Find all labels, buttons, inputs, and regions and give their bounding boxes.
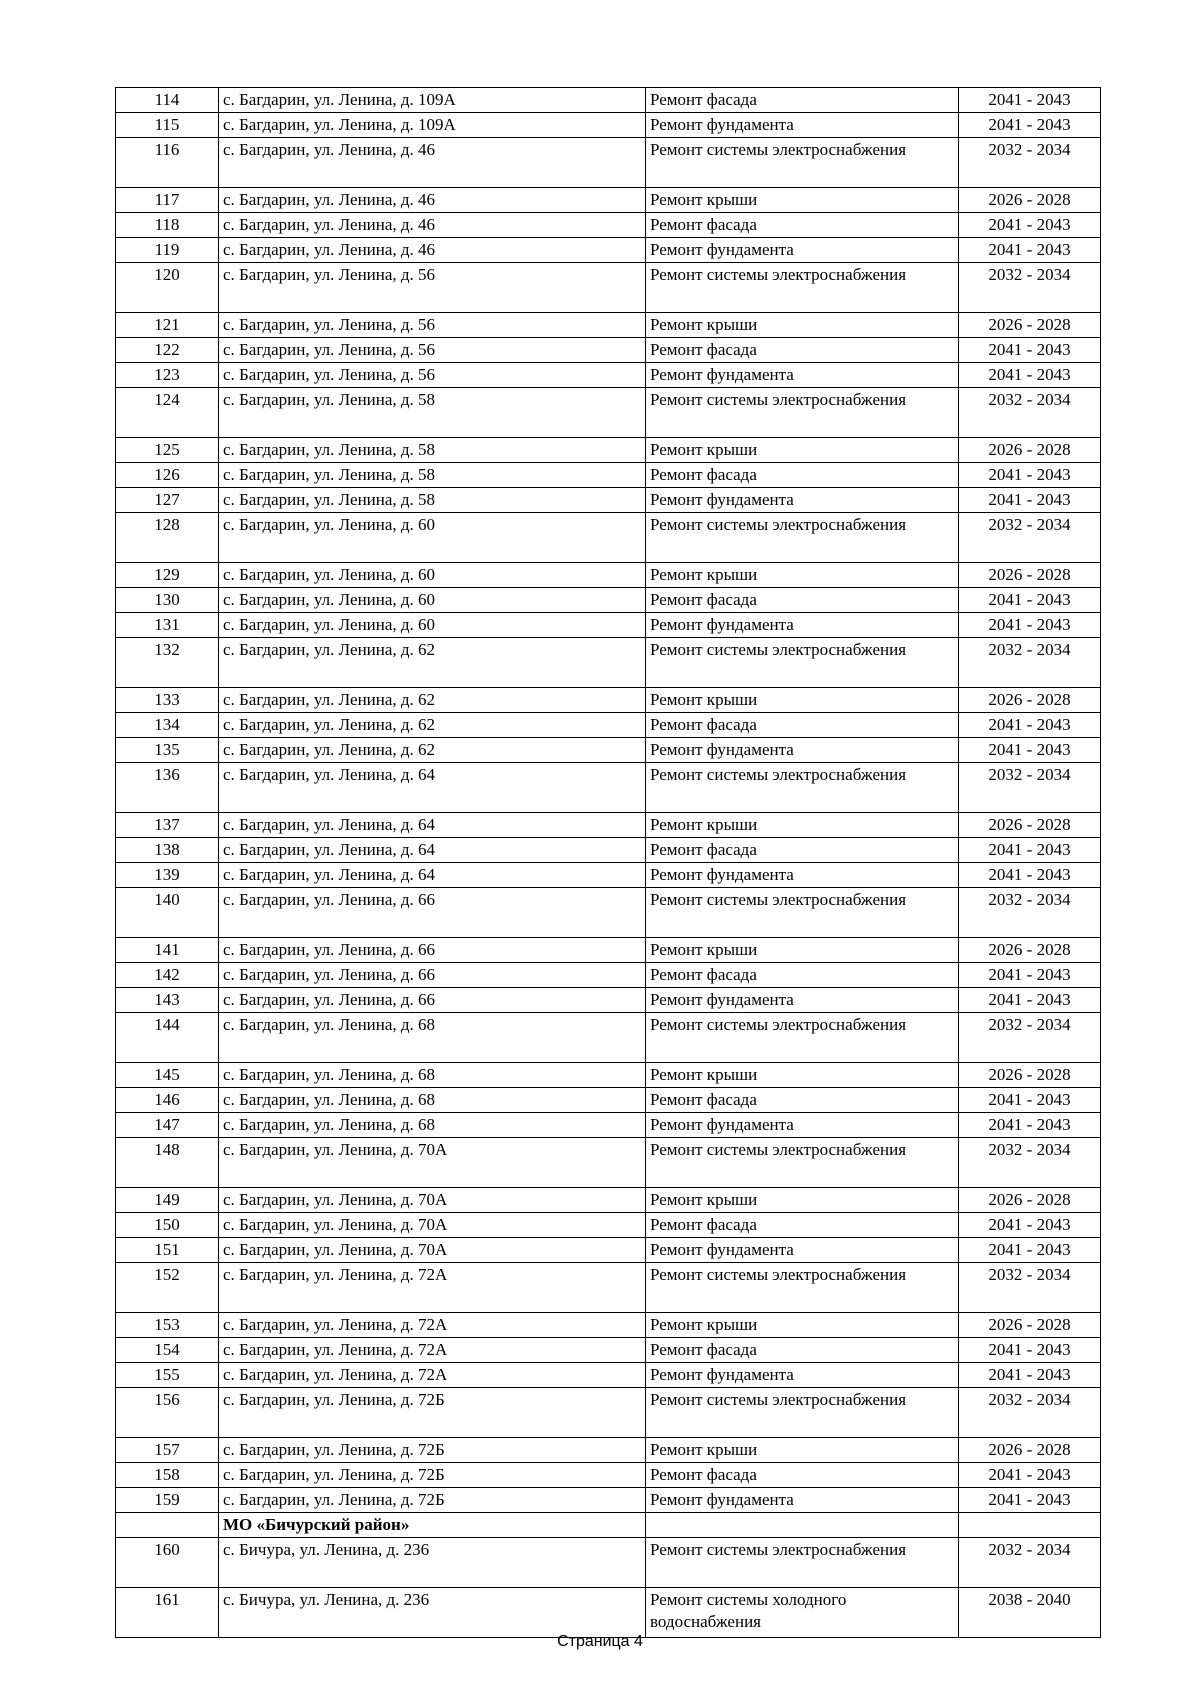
table-row: [116, 88, 1101, 113]
row-number-cell: 137: [116, 813, 219, 838]
row-number-cell: 123: [116, 363, 219, 388]
table-row: [116, 563, 1101, 588]
work-type-cell: Ремонт фундамента: [646, 738, 959, 763]
work-type-cell: Ремонт фасада: [646, 713, 959, 738]
address-cell: с. Багдарин, ул. Ленина, д. 62: [219, 688, 646, 713]
row-number-cell: 151: [116, 1238, 219, 1263]
table-row: [116, 1188, 1101, 1213]
period-cell: 2026 - 2028: [959, 1188, 1101, 1213]
table-row: [116, 1213, 1101, 1238]
row-number-cell: 150: [116, 1213, 219, 1238]
row-number-cell: 133: [116, 688, 219, 713]
address-cell: с. Багдарин, ул. Ленина, д. 46: [219, 138, 646, 188]
table-row: [116, 388, 1101, 438]
period-cell: 2032 - 2034: [959, 1138, 1101, 1188]
work-type-cell: Ремонт крыши: [646, 688, 959, 713]
address-cell: с. Багдарин, ул. Ленина, д. 72А: [219, 1338, 646, 1363]
table-row: [116, 1088, 1101, 1113]
period-cell: 2041 - 2043: [959, 988, 1101, 1013]
period-cell: 2026 - 2028: [959, 1438, 1101, 1463]
address-cell: с. Багдарин, ул. Ленина, д. 56: [219, 338, 646, 363]
work-type-cell: Ремонт фундамента: [646, 488, 959, 513]
section-title: МО «Бичурский район»: [219, 1513, 646, 1538]
work-type-cell: Ремонт крыши: [646, 813, 959, 838]
table-row: [116, 1113, 1101, 1138]
period-cell: [959, 1513, 1101, 1538]
address-cell: с. Багдарин, ул. Ленина, д. 66: [219, 938, 646, 963]
address-cell: с. Багдарин, ул. Ленина, д. 70А: [219, 1213, 646, 1238]
table-row: [116, 888, 1101, 938]
row-number-cell: 148: [116, 1138, 219, 1188]
row-number-cell: 130: [116, 588, 219, 613]
row-number-cell: 159: [116, 1488, 219, 1513]
work-type-cell: Ремонт системы электроснабжения: [646, 888, 959, 938]
table-row: [116, 1488, 1101, 1513]
period-cell: 2032 - 2034: [959, 638, 1101, 688]
table-row: [116, 438, 1101, 463]
address-cell: с. Багдарин, ул. Ленина, д. 62: [219, 713, 646, 738]
work-type-cell: Ремонт крыши: [646, 1063, 959, 1088]
table-row: [116, 1388, 1101, 1438]
table-row: [116, 338, 1101, 363]
table-row: [116, 1438, 1101, 1463]
period-cell: 2041 - 2043: [959, 713, 1101, 738]
work-type-cell: Ремонт фундамента: [646, 863, 959, 888]
row-number-cell: 122: [116, 338, 219, 363]
row-number-cell: [116, 1513, 219, 1538]
row-number-cell: 158: [116, 1463, 219, 1488]
row-number-cell: 120: [116, 263, 219, 313]
work-type-cell: Ремонт системы электроснабжения: [646, 1538, 959, 1588]
work-type-cell: Ремонт крыши: [646, 313, 959, 338]
period-cell: 2041 - 2043: [959, 338, 1101, 363]
repair-schedule-table: [115, 87, 1101, 1638]
row-number-cell: 147: [116, 1113, 219, 1138]
work-type-cell: [646, 1513, 959, 1538]
address-cell: с. Багдарин, ул. Ленина, д. 109А: [219, 88, 646, 113]
period-cell: 2026 - 2028: [959, 688, 1101, 713]
row-number-cell: 143: [116, 988, 219, 1013]
table-row: [116, 188, 1101, 213]
address-cell: с. Багдарин, ул. Ленина, д. 68: [219, 1088, 646, 1113]
period-cell: 2026 - 2028: [959, 813, 1101, 838]
address-cell: с. Багдарин, ул. Ленина, д. 70А: [219, 1238, 646, 1263]
work-type-cell: Ремонт системы электроснабжения: [646, 388, 959, 438]
table-row: [116, 988, 1101, 1013]
period-cell: 2041 - 2043: [959, 1088, 1101, 1113]
work-type-cell: Ремонт фундамента: [646, 113, 959, 138]
address-cell: с. Багдарин, ул. Ленина, д. 66: [219, 988, 646, 1013]
period-cell: 2041 - 2043: [959, 88, 1101, 113]
address-cell: с. Багдарин, ул. Ленина, д. 56: [219, 363, 646, 388]
work-type-cell: Ремонт фасада: [646, 88, 959, 113]
row-number-cell: 119: [116, 238, 219, 263]
work-type-cell: Ремонт фундамента: [646, 1488, 959, 1513]
table-row: [116, 1013, 1101, 1063]
period-cell: 2032 - 2034: [959, 388, 1101, 438]
section-header-row: [116, 1513, 1101, 1538]
work-type-cell: Ремонт фундамента: [646, 363, 959, 388]
address-cell: с. Багдарин, ул. Ленина, д. 72Б: [219, 1488, 646, 1513]
period-cell: 2032 - 2034: [959, 888, 1101, 938]
row-number-cell: 132: [116, 638, 219, 688]
address-cell: с. Багдарин, ул. Ленина, д. 72Б: [219, 1463, 646, 1488]
row-number-cell: 146: [116, 1088, 219, 1113]
work-type-cell: Ремонт системы электроснабжения: [646, 138, 959, 188]
work-type-cell: Ремонт фасада: [646, 1338, 959, 1363]
address-cell: с. Багдарин, ул. Ленина, д. 70А: [219, 1188, 646, 1213]
work-type-cell: Ремонт фасада: [646, 1213, 959, 1238]
page-number: Страница 4: [557, 1633, 643, 1650]
period-cell: 2032 - 2034: [959, 1013, 1101, 1063]
work-type-cell: Ремонт системы электроснабжения: [646, 1013, 959, 1063]
address-cell: с. Багдарин, ул. Ленина, д. 60: [219, 588, 646, 613]
table-row: [116, 1363, 1101, 1388]
work-type-cell: Ремонт системы электроснабжения: [646, 263, 959, 313]
work-type-cell: Ремонт фасада: [646, 838, 959, 863]
address-cell: с. Багдарин, ул. Ленина, д. 56: [219, 313, 646, 338]
address-cell: с. Багдарин, ул. Ленина, д. 66: [219, 963, 646, 988]
period-cell: 2041 - 2043: [959, 1213, 1101, 1238]
row-number-cell: 160: [116, 1538, 219, 1588]
address-cell: с. Багдарин, ул. Ленина, д. 72А: [219, 1363, 646, 1388]
address-cell: с. Багдарин, ул. Ленина, д. 68: [219, 1013, 646, 1063]
row-number-cell: 128: [116, 513, 219, 563]
table-row: [116, 638, 1101, 688]
table-row: [116, 738, 1101, 763]
row-number-cell: 142: [116, 963, 219, 988]
period-cell: 2041 - 2043: [959, 463, 1101, 488]
period-cell: 2041 - 2043: [959, 963, 1101, 988]
table-row: [116, 138, 1101, 188]
row-number-cell: 140: [116, 888, 219, 938]
row-number-cell: 121: [116, 313, 219, 338]
table-row: [116, 1463, 1101, 1488]
address-cell: с. Багдарин, ул. Ленина, д. 66: [219, 888, 646, 938]
period-cell: 2032 - 2034: [959, 1388, 1101, 1438]
period-cell: 2041 - 2043: [959, 363, 1101, 388]
work-type-cell: Ремонт фундамента: [646, 1113, 959, 1138]
period-cell: 2032 - 2034: [959, 1538, 1101, 1588]
table-row: [116, 763, 1101, 813]
row-number-cell: 145: [116, 1063, 219, 1088]
row-number-cell: 139: [116, 863, 219, 888]
work-type-cell: Ремонт фундамента: [646, 238, 959, 263]
row-number-cell: 156: [116, 1388, 219, 1438]
table-row: [116, 513, 1101, 563]
address-cell: с. Багдарин, ул. Ленина, д. 64: [219, 863, 646, 888]
work-type-cell: Ремонт фасада: [646, 213, 959, 238]
period-cell: 2041 - 2043: [959, 1463, 1101, 1488]
table-body: [116, 88, 1101, 1638]
table-row: [116, 1238, 1101, 1263]
table-row: [116, 1588, 1101, 1638]
address-cell: с. Багдарин, ул. Ленина, д. 109А: [219, 113, 646, 138]
row-number-cell: 136: [116, 763, 219, 813]
work-type-cell: Ремонт крыши: [646, 563, 959, 588]
period-cell: 2026 - 2028: [959, 563, 1101, 588]
table-row: [116, 813, 1101, 838]
period-cell: 2041 - 2043: [959, 213, 1101, 238]
period-cell: 2026 - 2028: [959, 938, 1101, 963]
period-cell: 2041 - 2043: [959, 488, 1101, 513]
period-cell: 2026 - 2028: [959, 188, 1101, 213]
table-row: [116, 713, 1101, 738]
row-number-cell: 161: [116, 1588, 219, 1638]
table-row: [116, 963, 1101, 988]
address-cell: с. Багдарин, ул. Ленина, д. 62: [219, 638, 646, 688]
work-type-cell: Ремонт крыши: [646, 188, 959, 213]
period-cell: 2038 - 2040: [959, 1588, 1101, 1638]
row-number-cell: 129: [116, 563, 219, 588]
work-type-cell: Ремонт фундамента: [646, 613, 959, 638]
period-cell: 2041 - 2043: [959, 1238, 1101, 1263]
table-row: [116, 1063, 1101, 1088]
address-cell: с. Багдарин, ул. Ленина, д. 64: [219, 813, 646, 838]
work-type-cell: Ремонт системы электроснабжения: [646, 638, 959, 688]
table-row: [116, 838, 1101, 863]
work-type-cell: Ремонт крыши: [646, 1313, 959, 1338]
row-number-cell: 124: [116, 388, 219, 438]
table-row: [116, 863, 1101, 888]
table-row: [116, 113, 1101, 138]
table-row: [116, 263, 1101, 313]
address-cell: с. Багдарин, ул. Ленина, д. 60: [219, 563, 646, 588]
address-cell: с. Багдарин, ул. Ленина, д. 72А: [219, 1263, 646, 1313]
table-row: [116, 363, 1101, 388]
work-type-cell: Ремонт системы электроснабжения: [646, 1263, 959, 1313]
row-number-cell: 117: [116, 188, 219, 213]
row-number-cell: 154: [116, 1338, 219, 1363]
period-cell: 2026 - 2028: [959, 1063, 1101, 1088]
work-type-cell: Ремонт крыши: [646, 1188, 959, 1213]
period-cell: 2041 - 2043: [959, 838, 1101, 863]
row-number-cell: 115: [116, 113, 219, 138]
work-type-cell: Ремонт фасада: [646, 1088, 959, 1113]
address-cell: с. Багдарин, ул. Ленина, д. 46: [219, 238, 646, 263]
work-type-cell: Ремонт фасада: [646, 1463, 959, 1488]
work-type-cell: Ремонт системы электроснабжения: [646, 1138, 959, 1188]
row-number-cell: 114: [116, 88, 219, 113]
period-cell: 2026 - 2028: [959, 1313, 1101, 1338]
row-number-cell: 127: [116, 488, 219, 513]
address-cell: с. Багдарин, ул. Ленина, д. 70А: [219, 1138, 646, 1188]
address-cell: с. Багдарин, ул. Ленина, д. 58: [219, 488, 646, 513]
table-row: [116, 613, 1101, 638]
address-cell: с. Багдарин, ул. Ленина, д. 58: [219, 463, 646, 488]
table-row: [116, 1313, 1101, 1338]
table-row: [116, 313, 1101, 338]
table-row: [116, 688, 1101, 713]
period-cell: 2041 - 2043: [959, 1488, 1101, 1513]
table-row: [116, 1138, 1101, 1188]
row-number-cell: 138: [116, 838, 219, 863]
work-type-cell: Ремонт крыши: [646, 438, 959, 463]
address-cell: с. Багдарин, ул. Ленина, д. 58: [219, 438, 646, 463]
table-row: [116, 1338, 1101, 1363]
period-cell: 2041 - 2043: [959, 1363, 1101, 1388]
table-row: [116, 588, 1101, 613]
work-type-cell: Ремонт крыши: [646, 1438, 959, 1463]
work-type-cell: Ремонт фасада: [646, 463, 959, 488]
row-number-cell: 131: [116, 613, 219, 638]
work-type-cell: Ремонт системы холодного водоснабжения: [646, 1588, 959, 1638]
period-cell: 2032 - 2034: [959, 138, 1101, 188]
table-row: [116, 1538, 1101, 1588]
period-cell: 2041 - 2043: [959, 1113, 1101, 1138]
address-cell: с. Багдарин, ул. Ленина, д. 64: [219, 838, 646, 863]
work-type-cell: Ремонт системы электроснабжения: [646, 763, 959, 813]
work-type-cell: Ремонт фундамента: [646, 1238, 959, 1263]
work-type-cell: Ремонт системы электроснабжения: [646, 1388, 959, 1438]
period-cell: 2041 - 2043: [959, 238, 1101, 263]
address-cell: с. Бичура, ул. Ленина, д. 236: [219, 1538, 646, 1588]
address-cell: с. Багдарин, ул. Ленина, д. 46: [219, 213, 646, 238]
work-type-cell: Ремонт системы электроснабжения: [646, 513, 959, 563]
work-type-cell: Ремонт фундамента: [646, 1363, 959, 1388]
address-cell: с. Бичура, ул. Ленина, д. 236: [219, 1588, 646, 1638]
table-row: [116, 488, 1101, 513]
row-number-cell: 141: [116, 938, 219, 963]
address-cell: с. Багдарин, ул. Ленина, д. 72Б: [219, 1388, 646, 1438]
period-cell: 2032 - 2034: [959, 763, 1101, 813]
row-number-cell: 126: [116, 463, 219, 488]
row-number-cell: 125: [116, 438, 219, 463]
address-cell: с. Багдарин, ул. Ленина, д. 72Б: [219, 1438, 646, 1463]
row-number-cell: 152: [116, 1263, 219, 1313]
period-cell: 2032 - 2034: [959, 1263, 1101, 1313]
row-number-cell: 155: [116, 1363, 219, 1388]
table-row: [116, 213, 1101, 238]
work-type-cell: Ремонт фасада: [646, 588, 959, 613]
period-cell: 2041 - 2043: [959, 613, 1101, 638]
table-row: [116, 463, 1101, 488]
address-cell: с. Багдарин, ул. Ленина, д. 46: [219, 188, 646, 213]
address-cell: с. Багдарин, ул. Ленина, д. 58: [219, 388, 646, 438]
row-number-cell: 157: [116, 1438, 219, 1463]
period-cell: 2026 - 2028: [959, 438, 1101, 463]
address-cell: с. Багдарин, ул. Ленина, д. 72А: [219, 1313, 646, 1338]
row-number-cell: 116: [116, 138, 219, 188]
period-cell: 2026 - 2028: [959, 313, 1101, 338]
period-cell: 2032 - 2034: [959, 513, 1101, 563]
period-cell: 2032 - 2034: [959, 263, 1101, 313]
table-row: [116, 1263, 1101, 1313]
address-cell: с. Багдарин, ул. Ленина, д. 56: [219, 263, 646, 313]
address-cell: с. Багдарин, ул. Ленина, д. 62: [219, 738, 646, 763]
address-cell: с. Багдарин, ул. Ленина, д. 60: [219, 613, 646, 638]
work-type-cell: Ремонт крыши: [646, 938, 959, 963]
period-cell: 2041 - 2043: [959, 588, 1101, 613]
row-number-cell: 153: [116, 1313, 219, 1338]
address-cell: с. Багдарин, ул. Ленина, д. 68: [219, 1113, 646, 1138]
table-row: [116, 238, 1101, 263]
address-cell: с. Багдарин, ул. Ленина, д. 64: [219, 763, 646, 813]
work-type-cell: Ремонт фасада: [646, 338, 959, 363]
address-cell: с. Багдарин, ул. Ленина, д. 60: [219, 513, 646, 563]
row-number-cell: 118: [116, 213, 219, 238]
period-cell: 2041 - 2043: [959, 1338, 1101, 1363]
row-number-cell: 144: [116, 1013, 219, 1063]
work-type-cell: Ремонт фасада: [646, 963, 959, 988]
period-cell: 2041 - 2043: [959, 863, 1101, 888]
period-cell: 2041 - 2043: [959, 113, 1101, 138]
address-cell: с. Багдарин, ул. Ленина, д. 68: [219, 1063, 646, 1088]
row-number-cell: 149: [116, 1188, 219, 1213]
row-number-cell: 134: [116, 713, 219, 738]
table-row: [116, 938, 1101, 963]
period-cell: 2041 - 2043: [959, 738, 1101, 763]
row-number-cell: 135: [116, 738, 219, 763]
work-type-cell: Ремонт фундамента: [646, 988, 959, 1013]
